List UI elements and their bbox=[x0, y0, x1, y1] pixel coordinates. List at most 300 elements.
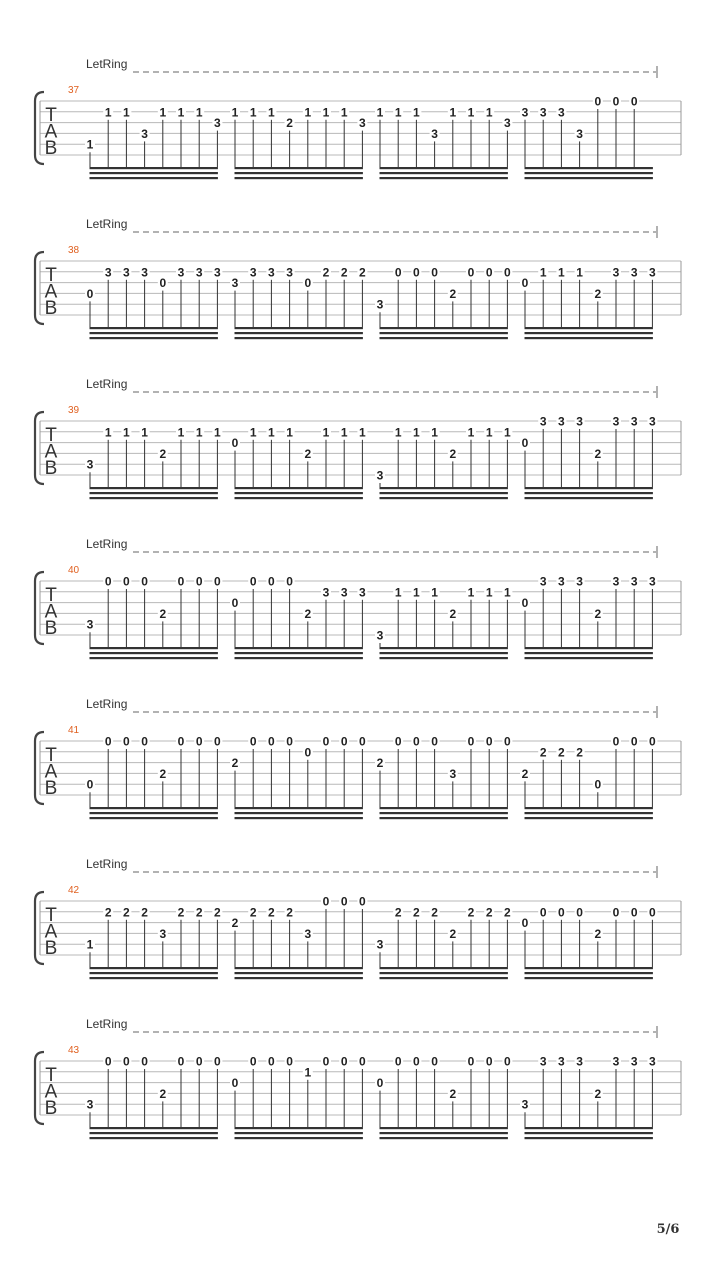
fret-number: 2 bbox=[304, 606, 312, 621]
fret-number: 2 bbox=[231, 916, 239, 931]
fret-number: 0 bbox=[485, 265, 493, 280]
fret-number: 2 bbox=[431, 905, 438, 920]
note-beam bbox=[525, 167, 653, 169]
fret-number: 1 bbox=[340, 105, 348, 120]
fret-number: 3 bbox=[376, 937, 384, 952]
note-beam bbox=[525, 177, 653, 179]
fret-number: 3 bbox=[86, 457, 94, 472]
fret-number: 0 bbox=[141, 734, 148, 749]
note-beam bbox=[235, 972, 363, 974]
fret-number: 0 bbox=[322, 734, 330, 749]
note-beam bbox=[380, 817, 508, 819]
fret-number: 1 bbox=[104, 105, 112, 120]
measure-number: 39 bbox=[68, 405, 80, 416]
fret-number: 2 bbox=[177, 905, 185, 920]
fret-number: 3 bbox=[576, 1054, 583, 1069]
note-beam bbox=[525, 652, 653, 654]
fret-number: 0 bbox=[231, 1076, 239, 1091]
fret-number: 0 bbox=[159, 276, 167, 291]
note-beam bbox=[525, 812, 653, 814]
fret-number: 2 bbox=[249, 905, 257, 920]
fret-number: 3 bbox=[521, 105, 529, 120]
note-beam bbox=[235, 487, 363, 489]
fret-number: 3 bbox=[539, 574, 547, 589]
fret-number: 0 bbox=[594, 777, 602, 792]
fret-number: 2 bbox=[449, 446, 457, 461]
fret-number: 3 bbox=[539, 1054, 547, 1069]
fret-number: 2 bbox=[268, 905, 275, 920]
fret-number: 1 bbox=[304, 1065, 312, 1080]
note-beam bbox=[525, 657, 653, 659]
fret-number: 0 bbox=[123, 734, 130, 749]
fret-number: 3 bbox=[195, 265, 203, 280]
fret-number: 0 bbox=[359, 734, 366, 749]
tab-clef-letter: B bbox=[44, 138, 58, 159]
fret-number: 3 bbox=[612, 574, 620, 589]
fret-number: 0 bbox=[521, 916, 529, 931]
fret-number: 0 bbox=[322, 894, 330, 909]
fret-number: 3 bbox=[630, 265, 638, 280]
note-beam bbox=[380, 497, 508, 499]
note-beam bbox=[235, 1132, 363, 1134]
fret-number: 0 bbox=[649, 734, 656, 749]
fret-number: 0 bbox=[558, 905, 565, 920]
note-beam bbox=[235, 807, 363, 809]
note-beam bbox=[90, 332, 218, 334]
note-beam bbox=[90, 967, 218, 969]
tab-clef-letter: A bbox=[44, 441, 58, 463]
fret-number: 0 bbox=[539, 905, 547, 920]
note-beam bbox=[235, 177, 363, 179]
fret-number: 0 bbox=[576, 905, 583, 920]
note-beam bbox=[235, 657, 363, 659]
fret-number: 3 bbox=[576, 414, 583, 429]
fret-number: 1 bbox=[485, 585, 493, 600]
fret-number: 2 bbox=[504, 905, 511, 920]
note-beam bbox=[90, 497, 218, 499]
fret-number: 2 bbox=[304, 446, 312, 461]
fret-number: 1 bbox=[159, 105, 167, 120]
let-ring-label: LetRing bbox=[86, 697, 128, 711]
fret-number: 1 bbox=[504, 585, 511, 600]
tab-clef-letter: T bbox=[45, 745, 57, 766]
tab-clef-letter: A bbox=[44, 761, 58, 783]
tab-clef-letter: B bbox=[44, 938, 58, 959]
fret-number: 3 bbox=[359, 116, 366, 131]
fret-number: 2 bbox=[576, 745, 583, 760]
note-beam bbox=[90, 487, 218, 489]
fret-number: 3 bbox=[576, 126, 583, 141]
fret-number: 0 bbox=[268, 734, 275, 749]
let-ring-label: LetRing bbox=[86, 57, 128, 71]
fret-number: 0 bbox=[594, 94, 602, 109]
note-beam bbox=[525, 327, 653, 329]
note-beam bbox=[235, 172, 363, 174]
fret-number: 0 bbox=[123, 1054, 130, 1069]
fret-number: 2 bbox=[104, 905, 112, 920]
fret-number: 1 bbox=[231, 105, 239, 120]
note-beam bbox=[380, 657, 508, 659]
fret-number: 3 bbox=[304, 926, 312, 941]
fret-number: 0 bbox=[394, 265, 402, 280]
fret-number: 2 bbox=[449, 606, 457, 621]
note-beam bbox=[380, 332, 508, 334]
fret-number: 0 bbox=[249, 734, 257, 749]
fret-number: 0 bbox=[413, 1054, 420, 1069]
fret-number: 3 bbox=[340, 585, 348, 600]
fret-number: 0 bbox=[286, 734, 293, 749]
note-beam bbox=[90, 1127, 218, 1129]
fret-number: 0 bbox=[340, 894, 348, 909]
fret-number: 1 bbox=[359, 425, 366, 440]
fret-number: 0 bbox=[394, 734, 402, 749]
fret-number: 1 bbox=[467, 585, 475, 600]
fret-number: 3 bbox=[539, 414, 547, 429]
note-beam bbox=[525, 492, 653, 494]
fret-number: 0 bbox=[214, 574, 221, 589]
fret-number: 0 bbox=[521, 276, 529, 291]
fret-number: 2 bbox=[159, 606, 167, 621]
fret-number: 0 bbox=[630, 94, 638, 109]
tab-clef-letter: T bbox=[45, 425, 57, 446]
fret-number: 2 bbox=[214, 905, 221, 920]
note-beam bbox=[380, 652, 508, 654]
fret-number: 0 bbox=[467, 734, 475, 749]
fret-number: 1 bbox=[485, 105, 493, 120]
note-beam bbox=[525, 1137, 653, 1139]
fret-number: 2 bbox=[123, 905, 130, 920]
fret-number: 0 bbox=[304, 745, 312, 760]
fret-number: 0 bbox=[630, 734, 638, 749]
measure-number: 42 bbox=[68, 885, 80, 896]
fret-number: 0 bbox=[521, 436, 529, 451]
fret-number: 2 bbox=[467, 905, 475, 920]
fret-number: 1 bbox=[123, 105, 130, 120]
fret-number: 0 bbox=[612, 734, 620, 749]
fret-number: 1 bbox=[431, 585, 438, 600]
fret-number: 3 bbox=[612, 414, 620, 429]
fret-number: 0 bbox=[431, 265, 438, 280]
note-beam bbox=[235, 967, 363, 969]
note-beam bbox=[90, 1132, 218, 1134]
fret-number: 0 bbox=[504, 265, 511, 280]
fret-number: 3 bbox=[159, 926, 167, 941]
fret-number: 0 bbox=[104, 574, 112, 589]
measure-number: 41 bbox=[68, 725, 80, 736]
fret-number: 0 bbox=[413, 734, 420, 749]
fret-number: 2 bbox=[340, 265, 348, 280]
note-beam bbox=[525, 332, 653, 334]
fret-number: 2 bbox=[594, 286, 602, 301]
note-beam bbox=[90, 977, 218, 979]
fret-number: 1 bbox=[413, 585, 420, 600]
fret-number: 0 bbox=[504, 1054, 511, 1069]
fret-number: 3 bbox=[630, 414, 638, 429]
fret-number: 3 bbox=[558, 574, 565, 589]
fret-number: 0 bbox=[86, 286, 94, 301]
measure-number: 38 bbox=[68, 245, 80, 256]
tab-clef-letter: T bbox=[45, 105, 57, 126]
note-beam bbox=[525, 807, 653, 809]
note-beam bbox=[235, 167, 363, 169]
measure-number: 43 bbox=[68, 1045, 80, 1056]
fret-number: 0 bbox=[195, 734, 203, 749]
fret-number: 0 bbox=[231, 436, 239, 451]
fret-number: 3 bbox=[231, 276, 239, 291]
note-beam bbox=[90, 647, 218, 649]
fret-number: 2 bbox=[359, 265, 366, 280]
fret-number: 2 bbox=[195, 905, 203, 920]
note-beam bbox=[90, 337, 218, 339]
fret-number: 3 bbox=[123, 265, 130, 280]
fret-number: 3 bbox=[576, 574, 583, 589]
note-beam bbox=[525, 172, 653, 174]
tab-clef-letter: A bbox=[44, 121, 58, 143]
note-beam bbox=[525, 967, 653, 969]
fret-number: 2 bbox=[594, 926, 602, 941]
fret-number: 0 bbox=[359, 1054, 366, 1069]
fret-number: 0 bbox=[214, 1054, 221, 1069]
tab-clef-letter: B bbox=[44, 298, 58, 319]
fret-number: 2 bbox=[322, 265, 330, 280]
fret-number: 3 bbox=[449, 766, 457, 781]
fret-number: 2 bbox=[485, 905, 493, 920]
note-beam bbox=[380, 1132, 508, 1134]
note-beam bbox=[90, 657, 218, 659]
fret-number: 1 bbox=[394, 425, 402, 440]
note-beam bbox=[380, 807, 508, 809]
note-beam bbox=[90, 652, 218, 654]
note-beam bbox=[90, 167, 218, 169]
note-beam bbox=[380, 172, 508, 174]
note-beam bbox=[235, 817, 363, 819]
note-beam bbox=[235, 492, 363, 494]
note-beam bbox=[380, 977, 508, 979]
fret-number: 0 bbox=[394, 1054, 402, 1069]
note-beam bbox=[525, 647, 653, 649]
fret-number: 0 bbox=[467, 265, 475, 280]
let-ring-label: LetRing bbox=[86, 217, 128, 231]
fret-number: 1 bbox=[467, 425, 475, 440]
fret-number: 3 bbox=[177, 265, 185, 280]
fret-number: 1 bbox=[449, 105, 457, 120]
fret-number: 2 bbox=[539, 745, 547, 760]
fret-number: 0 bbox=[86, 777, 94, 792]
fret-number: 0 bbox=[214, 734, 221, 749]
let-ring-label: LetRing bbox=[86, 377, 128, 391]
tab-clef-letter: B bbox=[44, 618, 58, 639]
fret-number: 1 bbox=[286, 425, 293, 440]
fret-number: 0 bbox=[104, 734, 112, 749]
fret-number: 0 bbox=[141, 574, 148, 589]
fret-number: 0 bbox=[249, 574, 257, 589]
fret-number: 1 bbox=[141, 425, 148, 440]
fret-number: 0 bbox=[431, 1054, 438, 1069]
fret-number: 2 bbox=[594, 1086, 602, 1101]
note-beam bbox=[235, 647, 363, 649]
fret-number: 3 bbox=[286, 265, 293, 280]
fret-number: 0 bbox=[612, 905, 620, 920]
fret-number: 3 bbox=[558, 414, 565, 429]
note-beam bbox=[90, 972, 218, 974]
fret-number: 3 bbox=[612, 1054, 620, 1069]
fret-number: 3 bbox=[630, 574, 638, 589]
fret-number: 3 bbox=[214, 116, 221, 131]
fret-number: 0 bbox=[413, 265, 420, 280]
fret-number: 0 bbox=[504, 734, 511, 749]
fret-number: 2 bbox=[159, 1086, 167, 1101]
fret-number: 0 bbox=[141, 1054, 148, 1069]
fret-number: 2 bbox=[594, 446, 602, 461]
fret-number: 3 bbox=[322, 585, 330, 600]
tab-clef-letter: A bbox=[44, 921, 58, 943]
note-beam bbox=[380, 177, 508, 179]
fret-number: 0 bbox=[195, 574, 203, 589]
tab-clef-letter: T bbox=[45, 905, 57, 926]
fret-number: 2 bbox=[558, 745, 565, 760]
fret-number: 1 bbox=[504, 425, 511, 440]
fret-number: 0 bbox=[485, 734, 493, 749]
note-beam bbox=[380, 812, 508, 814]
fret-number: 1 bbox=[268, 105, 275, 120]
note-beam bbox=[525, 1132, 653, 1134]
fret-number: 0 bbox=[649, 905, 656, 920]
note-beam bbox=[525, 972, 653, 974]
fret-number: 1 bbox=[467, 105, 475, 120]
fret-number: 3 bbox=[630, 1054, 638, 1069]
fret-number: 1 bbox=[86, 137, 94, 152]
fret-number: 2 bbox=[594, 606, 602, 621]
fret-number: 2 bbox=[449, 286, 457, 301]
fret-number: 0 bbox=[467, 1054, 475, 1069]
fret-number: 1 bbox=[177, 425, 185, 440]
note-beam bbox=[380, 327, 508, 329]
fret-number: 3 bbox=[539, 105, 547, 120]
measure-number: 37 bbox=[68, 85, 80, 96]
fret-number: 1 bbox=[431, 425, 438, 440]
fret-number: 0 bbox=[286, 1054, 293, 1069]
note-beam bbox=[380, 337, 508, 339]
let-ring-label: LetRing bbox=[86, 1017, 128, 1031]
note-beam bbox=[90, 817, 218, 819]
note-beam bbox=[380, 967, 508, 969]
note-beam bbox=[90, 492, 218, 494]
fret-number: 0 bbox=[340, 734, 348, 749]
tab-clef-letter: T bbox=[45, 1065, 57, 1086]
fret-number: 2 bbox=[141, 905, 148, 920]
fret-number: 3 bbox=[141, 126, 148, 141]
fret-number: 1 bbox=[394, 105, 402, 120]
note-beam bbox=[525, 817, 653, 819]
fret-number: 2 bbox=[521, 766, 529, 781]
fret-number: 1 bbox=[322, 105, 330, 120]
note-beam bbox=[235, 497, 363, 499]
fret-number: 0 bbox=[177, 1054, 185, 1069]
fret-number: 1 bbox=[376, 105, 384, 120]
note-beam bbox=[90, 172, 218, 174]
fret-number: 3 bbox=[376, 297, 384, 312]
fret-number: 3 bbox=[376, 628, 384, 643]
note-beam bbox=[235, 812, 363, 814]
tab-clef-letter: B bbox=[44, 458, 58, 479]
note-beam bbox=[380, 167, 508, 169]
note-beam bbox=[380, 487, 508, 489]
fret-number: 3 bbox=[249, 265, 257, 280]
fret-number: 0 bbox=[195, 1054, 203, 1069]
fret-number: 1 bbox=[485, 425, 493, 440]
fret-number: 0 bbox=[304, 276, 312, 291]
fret-number: 1 bbox=[86, 937, 94, 952]
fret-number: 0 bbox=[177, 734, 185, 749]
fret-number: 1 bbox=[413, 425, 420, 440]
note-beam bbox=[380, 972, 508, 974]
fret-number: 3 bbox=[649, 574, 656, 589]
note-beam bbox=[380, 1127, 508, 1129]
fret-number: 3 bbox=[612, 265, 620, 280]
fret-number: 2 bbox=[376, 756, 384, 771]
fret-number: 0 bbox=[249, 1054, 257, 1069]
fret-number: 1 bbox=[123, 425, 130, 440]
fret-number: 0 bbox=[286, 574, 293, 589]
fret-number: 3 bbox=[104, 265, 112, 280]
tab-clef-letter: T bbox=[45, 585, 57, 606]
fret-number: 3 bbox=[504, 116, 511, 131]
fret-number: 3 bbox=[86, 1097, 94, 1112]
fret-number: 3 bbox=[268, 265, 275, 280]
fret-number: 1 bbox=[177, 105, 185, 120]
fret-number: 0 bbox=[376, 1076, 384, 1091]
fret-number: 0 bbox=[268, 1054, 275, 1069]
fret-number: 0 bbox=[231, 596, 239, 611]
fret-number: 1 bbox=[268, 425, 275, 440]
fret-number: 2 bbox=[159, 446, 167, 461]
note-beam bbox=[235, 1127, 363, 1129]
note-beam bbox=[90, 812, 218, 814]
note-beam bbox=[90, 1137, 218, 1139]
note-beam bbox=[90, 177, 218, 179]
note-beam bbox=[525, 977, 653, 979]
fret-number: 0 bbox=[521, 596, 529, 611]
fret-number: 3 bbox=[359, 585, 366, 600]
note-beam bbox=[380, 1137, 508, 1139]
fret-number: 0 bbox=[340, 1054, 348, 1069]
note-beam bbox=[525, 337, 653, 339]
fret-number: 2 bbox=[413, 905, 420, 920]
fret-number: 2 bbox=[449, 926, 457, 941]
fret-number: 1 bbox=[195, 425, 203, 440]
fret-number: 2 bbox=[286, 116, 293, 131]
let-ring-label: LetRing bbox=[86, 537, 128, 551]
fret-number: 1 bbox=[249, 425, 257, 440]
let-ring-label: LetRing bbox=[86, 857, 128, 871]
note-beam bbox=[235, 977, 363, 979]
fret-number: 0 bbox=[359, 894, 366, 909]
fret-number: 2 bbox=[394, 905, 402, 920]
note-beam bbox=[235, 1137, 363, 1139]
fret-number: 0 bbox=[485, 1054, 493, 1069]
note-beam bbox=[235, 337, 363, 339]
fret-number: 2 bbox=[159, 766, 167, 781]
fret-number: 1 bbox=[249, 105, 257, 120]
fret-number: 3 bbox=[649, 1054, 656, 1069]
tab-clef-letter: B bbox=[44, 1098, 58, 1119]
fret-number: 2 bbox=[286, 905, 293, 920]
fret-number: 1 bbox=[322, 425, 330, 440]
fret-number: 1 bbox=[576, 265, 583, 280]
fret-number: 0 bbox=[431, 734, 438, 749]
fret-number: 3 bbox=[521, 1097, 529, 1112]
tab-clef-letter: T bbox=[45, 265, 57, 286]
